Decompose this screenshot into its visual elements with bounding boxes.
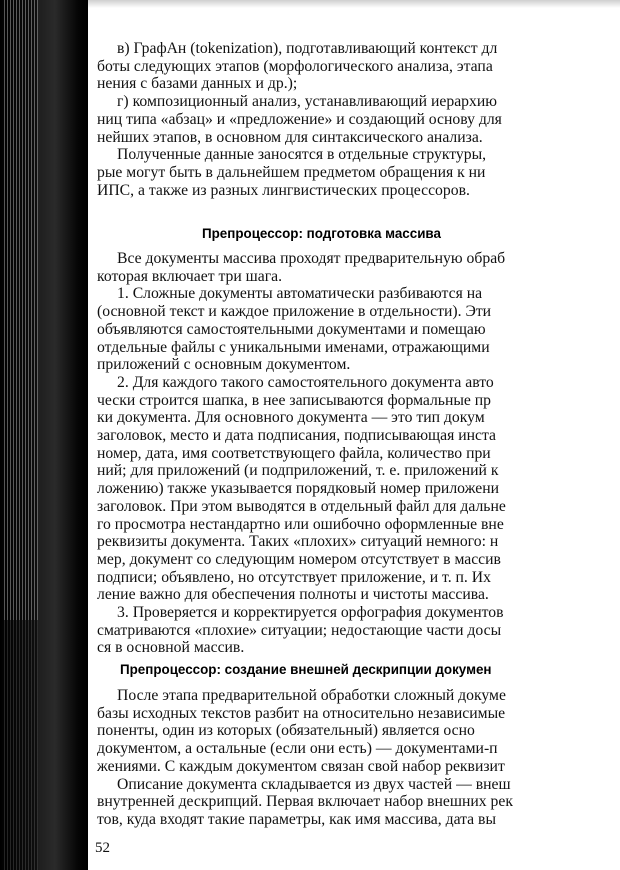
text-block-3 <box>97 687 537 829</box>
page-top-edge <box>88 0 620 8</box>
text-line: 1. Сложные документы автоматически разбиваются на <box>117 285 483 303</box>
text-line: ки документа. Для основного документа — это тип докум <box>97 409 485 427</box>
text-line: сматриваются «плохие» ситуации; недостающие части досы <box>97 621 502 639</box>
text-line: (основной текст и каждое приложение в отдельности). Эти <box>97 303 492 321</box>
text-line: в) ГрафАн (tokenization), подготавливающий контекст дл <box>117 40 498 57</box>
text-line: рые могут быть в дальнейшем предметом обращения к ни <box>97 163 486 181</box>
text-line: ложению) также указывается порядковый номер приложени <box>97 480 499 498</box>
text-line: г) композиционный анализ, устанавливающий иерархию <box>117 93 497 111</box>
text-line: После этапа предварительной обработки сложный докуме <box>117 687 506 704</box>
paragraph <box>97 687 537 776</box>
section-heading: Препроцессор: создание внешней дескрипции докумен <box>120 662 492 677</box>
text-block-2 <box>97 250 537 657</box>
text-line: поненты, один из которых (обязательный) является осно <box>97 722 475 740</box>
paragraph <box>97 146 537 199</box>
text-line: ление важно для обеспечения полноты и чистоты массива. <box>97 586 489 604</box>
text-line: жениями. С каждым документом связан свой набор реквизит <box>97 757 505 775</box>
binding-texture-lower <box>4 620 38 870</box>
text-line: заголовок, место и дата подписания, подписывающая инста <box>97 427 496 445</box>
text-line: базы исходных текстов разбит на относительно независимые <box>97 704 506 722</box>
text-line: Полученные данные заносятся в отдельные структуры, <box>117 146 487 164</box>
paragraph <box>97 250 537 285</box>
text-line: 2. Для каждого такого самостоятельного документа авто <box>117 373 494 391</box>
text-line: заголовок. При этом выводятся в отдельный файл для дальне <box>97 497 506 515</box>
book-binding-shadow <box>0 0 88 870</box>
text-line: реквизиты документа. Таких «плохих» ситуаций немного: н <box>97 533 499 551</box>
text-line: подписи; объявлено, но отсутствует приложение, и т. п. Их <box>97 568 491 586</box>
text-line: документом, а остальные (если они есть) — документами-п <box>97 740 498 758</box>
text-line: нения с базами данных и др.); <box>97 75 298 93</box>
text-block-1 <box>97 40 537 199</box>
paragraph <box>97 285 537 374</box>
section-heading: Препроцессор: подготовка массива <box>202 226 441 241</box>
text-line: ИПС, а также из разных лингвистических процессоров. <box>97 181 470 199</box>
text-line: ний; для приложений (и подприложений, т. е. приложений к <box>97 462 499 480</box>
text-line: го просмотра нестандартно или ошибочно оформленные вне <box>97 515 504 533</box>
text-line: ниц типа «абзац» и «предложение» и создающий основу для <box>97 110 502 128</box>
text-line: номер, дата, имя соответствующего файла, количество при <box>97 444 491 462</box>
text-line: объявляются самостоятельными документами и помещаю <box>97 320 486 338</box>
paragraph <box>97 374 537 604</box>
text-line: тов, куда входят такие параметры, как имя массива, дата вы <box>97 810 497 828</box>
binding-texture <box>4 0 38 620</box>
text-line: внутренней дескрипций. Первая включает набор внешних рек <box>97 793 513 811</box>
text-line: отдельные файлы с уникальными именами, отражающими <box>97 338 490 356</box>
text-line: Все документы массива проходят предварительную обраб <box>117 250 506 267</box>
text-line: которая включает три шага. <box>97 267 283 285</box>
text-line: ся в основной массив. <box>97 639 245 657</box>
paragraph <box>97 93 537 146</box>
text-line: боты следующих этапов (морфологического анализа, этапа <box>97 57 493 75</box>
paragraph <box>97 776 537 829</box>
text-line: приложений с основным документом. <box>97 356 351 374</box>
text-line: чески строится шапка, в нее записываются формальные пр <box>97 391 492 409</box>
text-line: Описание документа складывается из двух частей — внеш <box>117 775 511 793</box>
paragraph <box>97 604 537 657</box>
text-line: нейших этапов, в основном для синтаксического анализа. <box>97 128 483 146</box>
text-line: мер, документ со следующим номером отсутствует в массив <box>97 550 501 568</box>
text-line: 3. Проверяется и корректируется орфография документов <box>117 604 504 622</box>
paragraph <box>97 40 537 93</box>
page-number: 52 <box>95 840 110 856</box>
